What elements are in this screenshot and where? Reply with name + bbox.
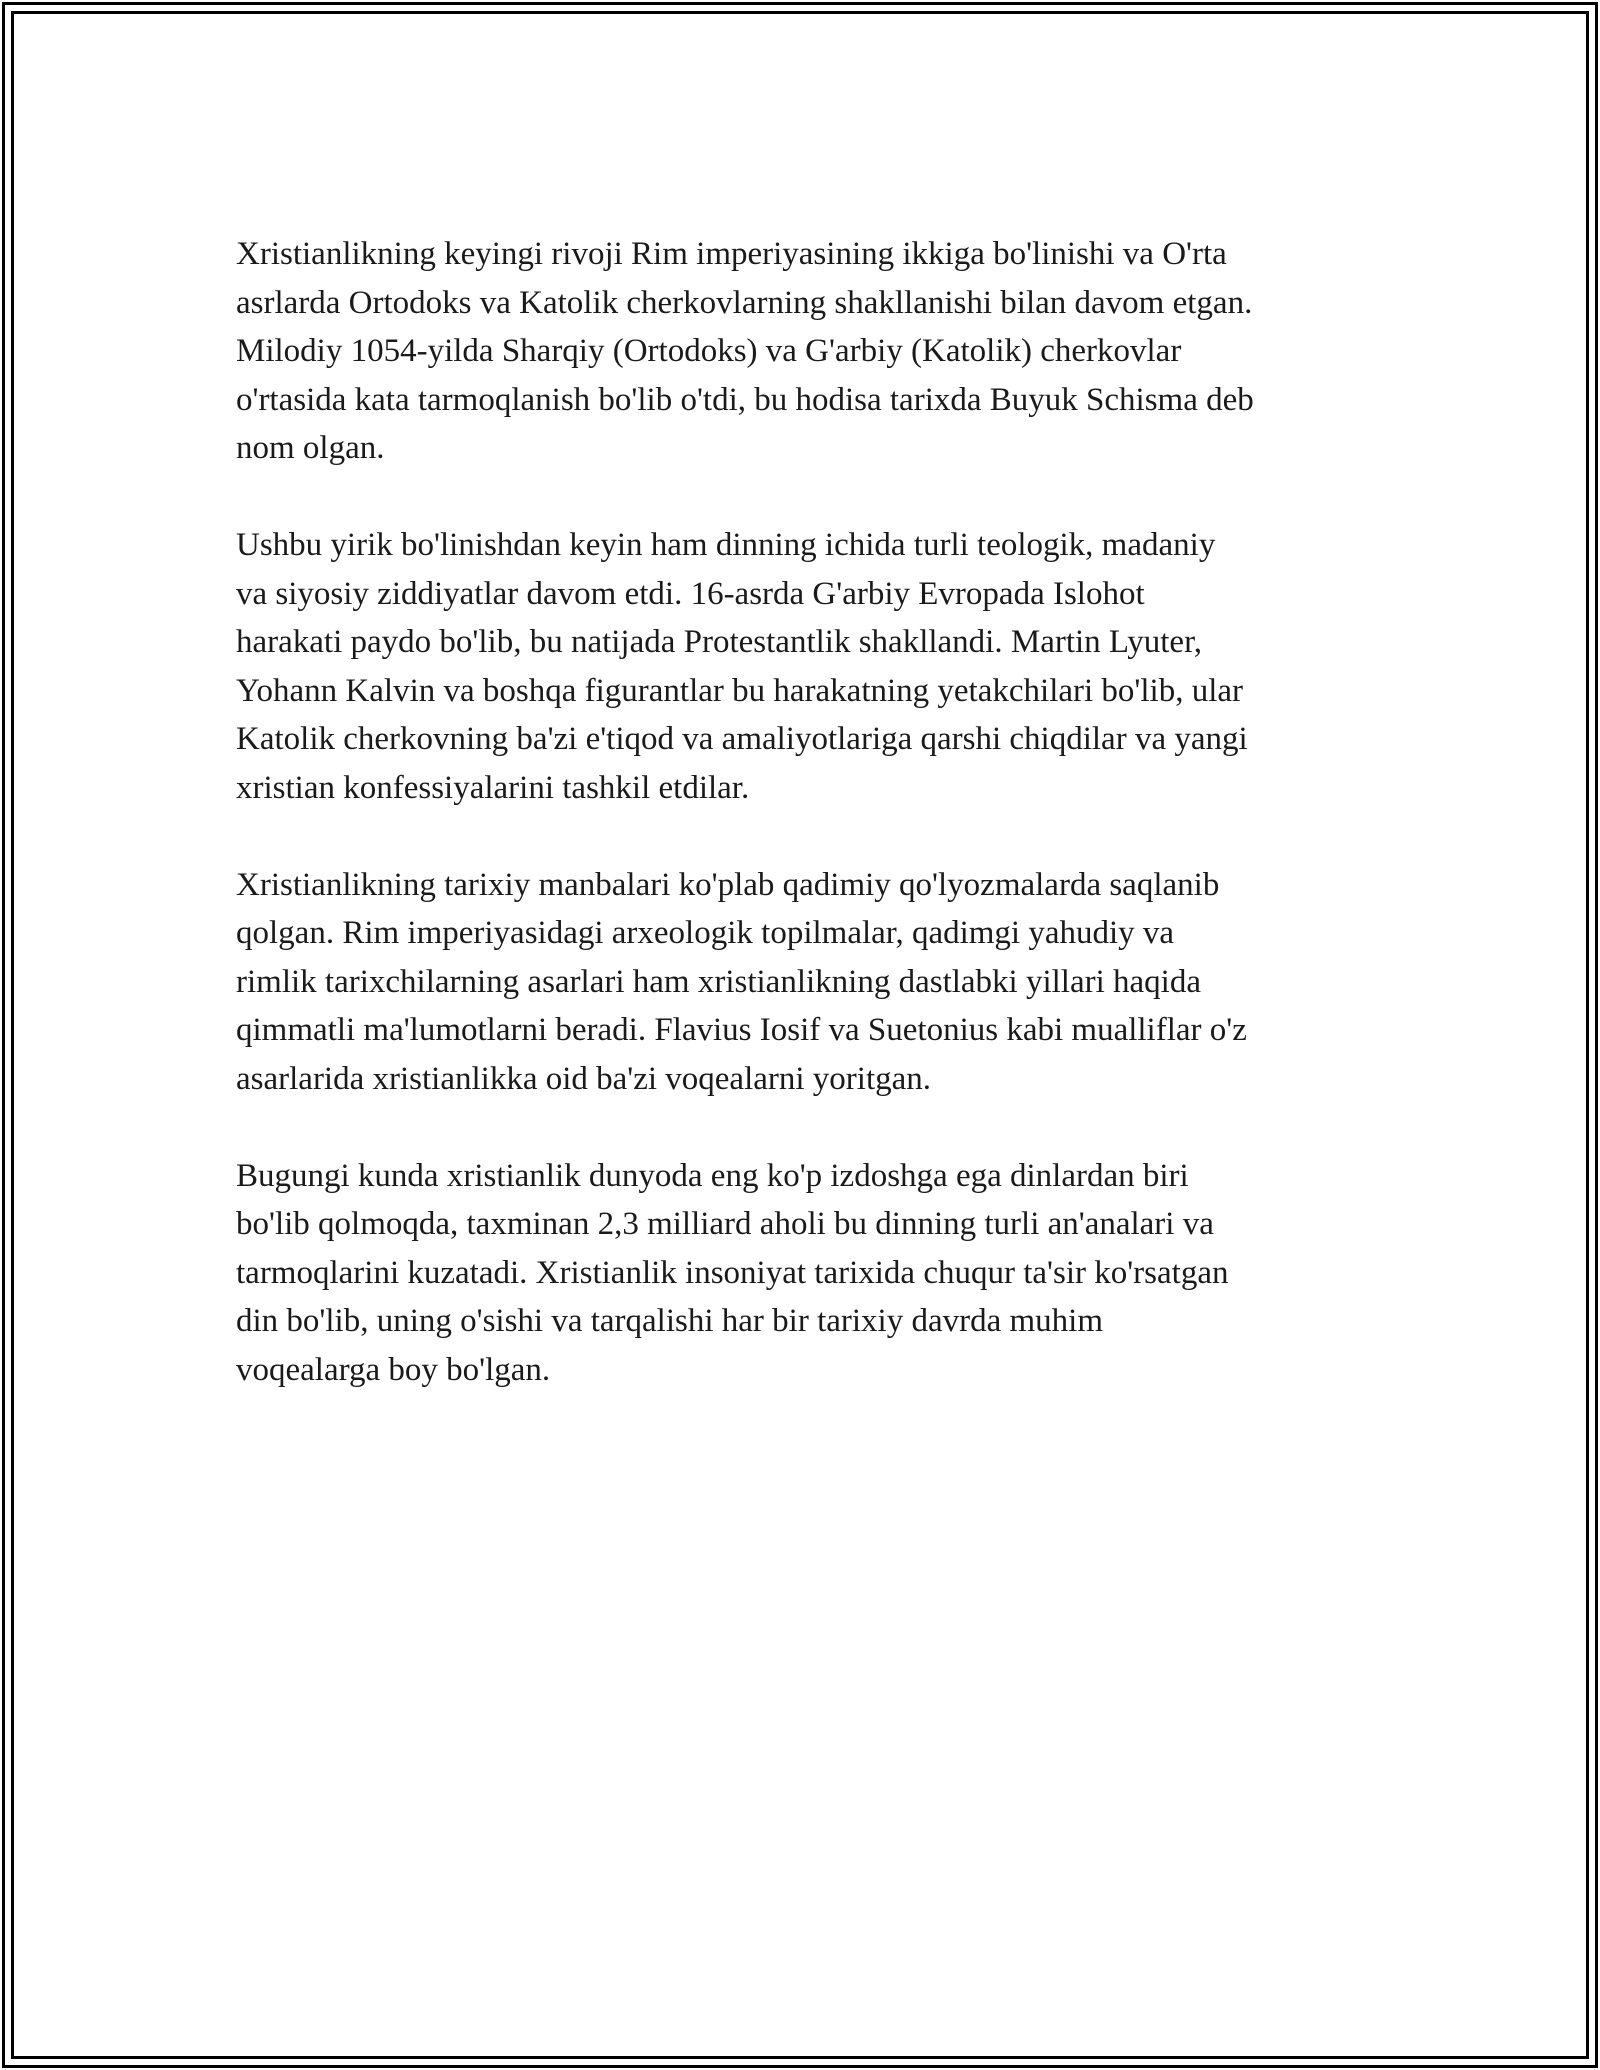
- paragraph-1: Xristianlikning keyingi rivoji Rim imperiyasining ikkiga bo'linishi va O'rta asrlarda Ortodoks va Katolik cherkovlarning shakllanishi bilan davom etgan. Milodiy 1054-yilda Sharqiy (Ortodoks) va G'arbiy (Katolik) cherkovlar o'rtasida kata tarmoqlanish bo'lib o'tdi, bu hodisa tarixda Buyuk Schisma deb nom olgan.: [236, 236, 1254, 466]
- paragraph-4: Bugungi kunda xristianlik dunyoda eng ko'p izdoshga ega dinlardan biri bo'lib qolmoqda, taxminan 2,3 milliard aholi bu dinning turli an'analari va tarmoqlarini kuzatadi. Xristianlik insoniyat tarixida chuqur ta'sir ko'rsatgan din bo'lib, uning o'sishi va tarqalishi har bir tarixiy davrda muhim voqealarga boy bo'lgan.: [236, 1157, 1229, 1388]
- paragraph-2: Ushbu yirik bo'linishdan keyin ham dinning ichida turli teologik, madaniy va siyosiy ziddiyatlar davom etdi. 16-asrda G'arbiy Evropada Islohot harakati paydo bo'lib, bu natijada Protestantlik shakllandi. Martin Lyuter, Yohann Kalvin va boshqa figurantlar bu harakatning yetakchilari bo'lib, ular Katolik cherkovning ba'zi e'tiqod va amaliyotlariga qarshi chiqdilar va yangi xristian konfessiyalarini tashkil etdilar.: [236, 527, 1248, 806]
- paragraph-3: Xristianlikning tarixiy manbalari ko'plab qadimiy qo'lyozmalarda saqlanib qolgan. Rim imperiyasidagi arxeologik topilmalar, qadimgi yahudiy va rimlik tarixchilarning asarlari ham xristianlikning dastlabki yillari haqida qimmatli ma'lumotlarni beradi. Flavius Iosif va Suetonius kabi mualliflar o'z asarlarida xristianlikka oid ba'zi voqealarni yoritgan.: [236, 866, 1247, 1097]
- document-body: [236, 230, 1376, 1443]
